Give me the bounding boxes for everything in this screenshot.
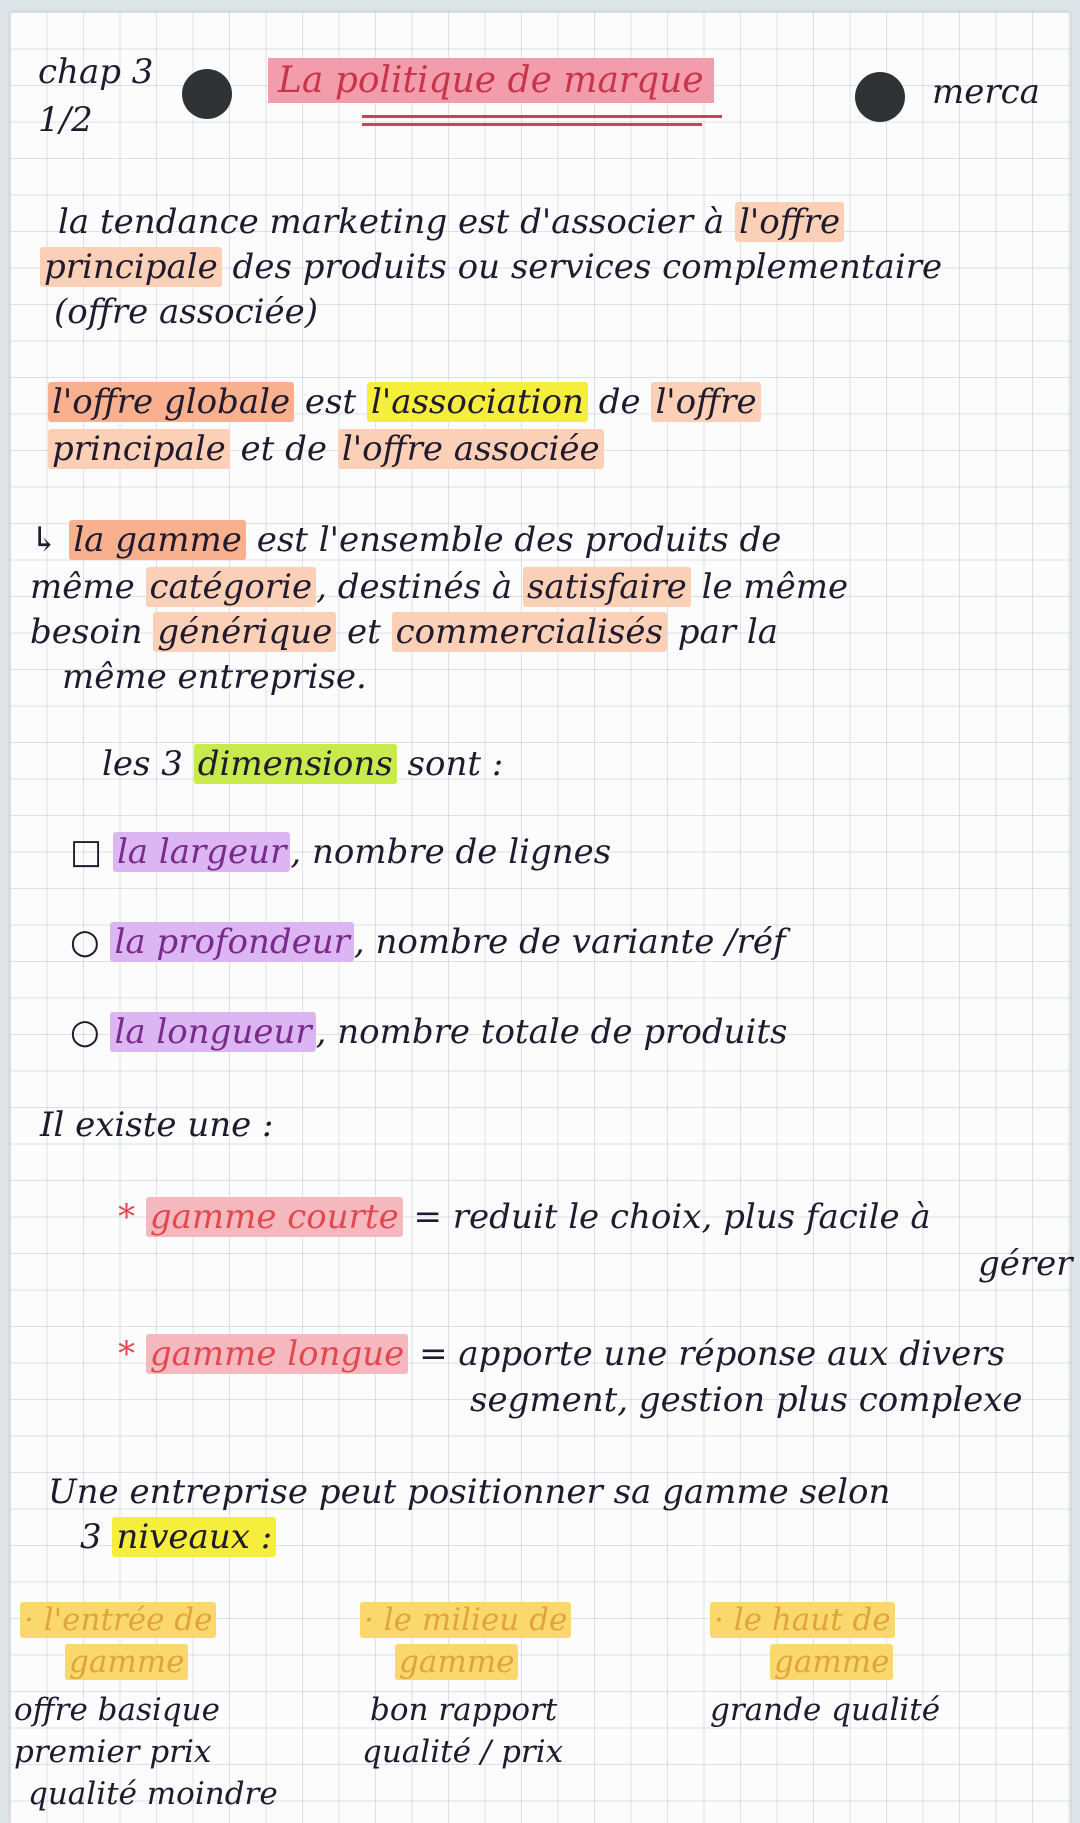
intro-line-1: la tendance marketing est d'associer à l'offre [58,202,844,242]
level-entree-title-2: gamme [65,1644,188,1680]
dimension-item-profondeur: ○ la profondeur , nombre de variante /réf [70,922,786,962]
level-milieu-desc-2: qualité / prix [362,1734,564,1770]
level-haut-title-1: · le haut de [710,1602,895,1638]
subject-label: merca [932,72,1040,112]
gamme-line-3: besoin générique et commercialisés par la [30,612,779,652]
title-underline [362,115,722,118]
dimensions-intro: les 3 dimensions sont : [102,744,504,784]
dimension-item-largeur: □ la largeur , nombre de lignes [70,832,612,872]
intro-line-2: principale des produits ou services complementaire [40,247,942,287]
gamme-longue-line-2: segment, gestion plus complexe [470,1380,1023,1420]
types-intro: Il existe une : [40,1105,274,1145]
part-label: 1/2 [38,100,93,140]
level-milieu-title-1: · le milieu de [360,1602,571,1638]
gamme-courte-line-2: gérer [978,1244,1073,1284]
binder-hole-right [855,72,905,122]
intro-line-3: (offre associée) [54,292,319,332]
level-entree-desc-1: offre basique [14,1692,220,1728]
positioning-line-2: 3 niveaux : [80,1517,276,1557]
level-milieu-desc-1: bon rapport [370,1692,558,1728]
level-entree-desc-3: qualité moindre [28,1776,278,1812]
page-title: La politique de marque [268,60,714,101]
level-entree-title-1: · l'entrée de [20,1602,216,1638]
level-entree-desc-2: premier prix [14,1734,212,1770]
gamme-courte-line-1: * gamme courte = reduit le choix, plus facile à [118,1197,931,1237]
gamme-line-2: même catégorie , destinés à satisfaire le même [30,567,849,607]
chapter-label: chap 3 [38,52,154,92]
binder-hole-left [182,69,232,119]
dimension-item-longueur: ○ la longueur , nombre totale de produits [70,1012,788,1052]
title-underline-2 [362,123,702,126]
level-milieu-title-2: gamme [395,1644,518,1680]
notebook-page [10,12,1073,1823]
gamme-line-1: ↳ la gamme est l'ensemble des produits de [30,520,782,560]
gamme-longue-line-1: * gamme longue = apporte une réponse aux divers [118,1334,1005,1374]
level-haut-title-2: gamme [770,1644,893,1680]
globale-line-1: l'offre globale est l'association de l'offre [48,382,761,422]
positioning-line-1: Une entreprise peut positionner sa gamme selon [48,1472,891,1512]
globale-line-2: principale et de l'offre associée [48,429,604,469]
level-haut-desc-1: grande qualité [710,1692,941,1728]
gamme-line-4: même entreprise. [62,657,367,697]
